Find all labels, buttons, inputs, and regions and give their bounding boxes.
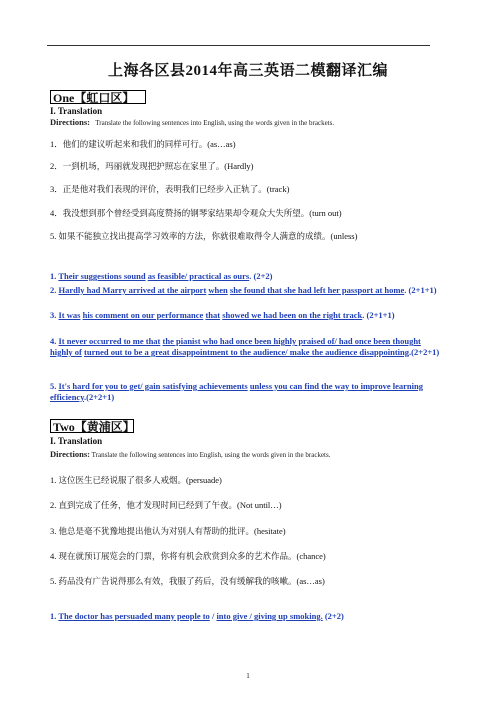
question: 2. 直到完成了任务，他才发现时间已经到了午夜。(Not until…) <box>50 500 282 510</box>
section-subheading: I. Translation <box>50 436 103 446</box>
section-subheading: I. Translation <box>50 106 103 116</box>
answer: 5. It's hard for you to get/ gain satisfying achievements unless you can find the way to improve learning efficiency.(2+2+1) <box>50 381 423 402</box>
question: 3．正是他对我们表现的评价，表明我们已经步入正轨了。(track) <box>50 184 290 194</box>
answer: 4. It never occurred to me that the pianist who had once been highly praised of/ had once been thought highly of turned out to be a great disappointment to the audience/ make the audience disappointing.(2+2+1) <box>50 336 440 357</box>
answer: 2. Hardly had Marry arrived at the airport when she found that she had left her passport at home. (2+1+1) <box>50 285 437 295</box>
question: 4. 现在就预订展览会的门票，你将有机会欣赏到众多的艺术作品。(chance) <box>50 551 326 561</box>
question: 2．一到机场，玛丽就发现把护照忘在家里了。(Hardly) <box>50 161 254 171</box>
directions <box>50 117 334 127</box>
directions-text: Translate the following sentences into English, using the words given in the brackets. <box>95 119 335 127</box>
section-heading-two: Two【黄浦区】 <box>50 419 134 433</box>
answer: 1. Their suggestions sound as feasible/ practical as ours. (2+2) <box>50 271 273 281</box>
header-rule <box>47 45 430 46</box>
question: 1．他们的建议听起来和我们的同样可行。(as…as) <box>50 139 236 149</box>
page-number: 1 <box>246 672 250 680</box>
section-heading-one: One【虹口区】 <box>50 90 146 104</box>
answer: 1. The doctor has persuaded many people to / into give / giving up smoking. (2+2) <box>50 611 344 621</box>
question: 3. 他总是毫不犹豫地提出他认为对别人有帮助的批评。(hesitate) <box>50 526 286 536</box>
answer: 3. It was his comment on our performance that showed we had been on the right track. (2+1+1) <box>50 310 395 320</box>
directions <box>50 449 330 459</box>
question: 5. 如果不能独立找出提高学习效率的方法，你就很难取得令人满意的成绩。(unless) <box>50 231 358 241</box>
directions-label: Directions: <box>50 117 90 127</box>
question: 4．我没想到那个曾经受到高度赞扬的钢琴家结果却令观众大失所望。(turn out) <box>50 208 342 218</box>
directions-label: Directions: <box>50 449 90 459</box>
directions-text: Translate the following sentences into English, using the words given in the brackets. <box>91 451 331 459</box>
question: 5. 药品没有广告说得那么有效，我服了药后，没有缓解我的咳嗽。(as…as) <box>50 576 325 586</box>
question: 1. 这位医生已经说服了很多人戒烟。(persuade) <box>50 475 222 485</box>
page-title: 上海各区县2014年高三英语二模翻译汇编 <box>107 63 388 79</box>
